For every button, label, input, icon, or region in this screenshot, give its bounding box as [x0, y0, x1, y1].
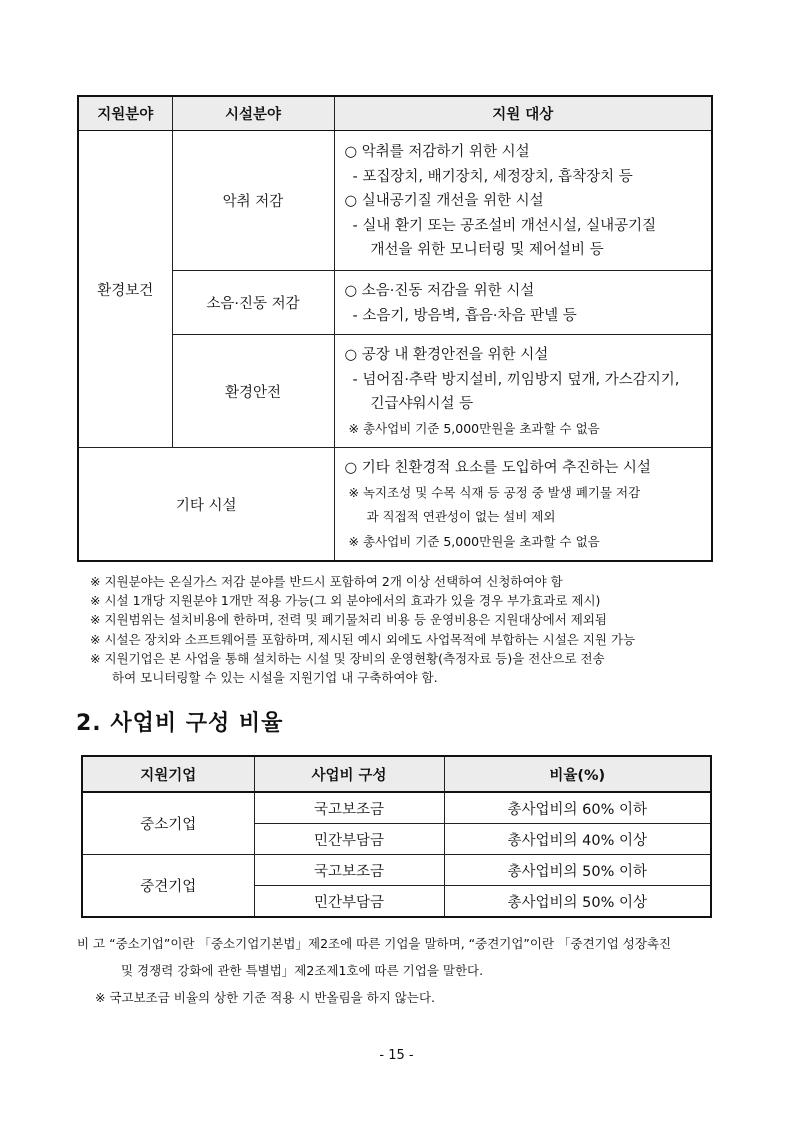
table-row: [78, 335, 712, 448]
company-cell: 중소기업: [82, 792, 254, 855]
notes-block: [90, 572, 730, 687]
target-note: ※ 총사업비 기준 5,000만원을 초과할 수 없음: [348, 420, 600, 436]
footnote-line: ※ 국고보조금 비율의 상한 기준 적용 시 반올림을 하지 않는다.: [95, 990, 436, 1005]
target-cell: [334, 131, 712, 271]
table-row: [78, 448, 712, 562]
target-line: 긴급샤워시설 등: [370, 396, 474, 412]
target-line: - 넘어짐·추락 방지설비, 끼임방지 덮개, 가스감지기,: [352, 371, 680, 388]
ratio-cell: 총사업비의 40% 이상: [444, 824, 711, 855]
target-line: ○ 기타 친환경적 요소를 도입하여 추진하는 시설: [344, 460, 651, 476]
header-support-target: 지원 대상: [334, 96, 712, 131]
note-line: ※ 시설은 장치와 소프트웨어를 포함하며, 제시된 예시 외에도 사업목적에 부합하는 시설은 지원 가능: [90, 631, 636, 647]
cost-item-cell: 민간부담금: [254, 886, 444, 918]
note-line: ※ 시설 1개당 지원분야 1개만 적용 가능(그 외 분야에서의 효과가 있을 경우 부가효과로 제시): [90, 593, 601, 609]
page-number: - 15 -: [379, 1048, 414, 1063]
target-cell: [334, 335, 712, 448]
header-support-field: 지원분야: [78, 96, 172, 131]
note-line: 하여 모니터링할 수 있는 시설을 지원기업 내 구축하여야 함.: [112, 670, 438, 686]
table-row: [82, 855, 711, 886]
table-header-row: [82, 756, 711, 792]
header-ratio: 비율(%): [444, 756, 711, 792]
target-line: 개선을 위한 모니터링 및 제어설비 등: [370, 242, 604, 259]
target-line: ○ 공장 내 환경안전을 위한 시설: [344, 347, 549, 363]
target-list: [335, 335, 712, 447]
support-field-env-health: 환경보건: [78, 131, 172, 448]
header-cost-composition: 사업비 구성: [254, 756, 444, 792]
facility-cell: 환경안전: [172, 335, 334, 448]
ratio-cell: 총사업비의 50% 이하: [444, 855, 711, 886]
table-row: [82, 792, 711, 824]
footnote-line: 및 경쟁력 강화에 관한 특별법」제2조제1호에 따른 기업을 말한다.: [121, 963, 484, 978]
facility-cell: 소음·진동 저감: [172, 271, 334, 335]
target-line: ○ 실내공기질 개선을 위한 시설: [344, 193, 544, 210]
footnotes: [77, 930, 737, 1011]
table-header-row: [78, 96, 712, 131]
target-line: - 실내 환기 또는 공조설비 개선시설, 실내공기질: [352, 217, 657, 234]
table-row: [78, 271, 712, 335]
ratio-cell: 총사업비의 60% 이하: [444, 792, 711, 824]
target-line: - 포집장치, 배기장치, 세정장치, 흡착장치 등: [352, 168, 633, 185]
header-facility-field: 시설분야: [172, 96, 334, 131]
note-line: ※ 지원기업은 본 사업을 통해 설치하는 시설 및 장비의 운영현황(측정자료 등)을 전산으로 전송: [90, 650, 605, 666]
target-list: [335, 271, 712, 334]
table-row: [78, 131, 712, 271]
section-title: 2. 사업비 구성 비율: [76, 711, 284, 736]
target-cell: [334, 448, 712, 562]
company-cell: 중견기업: [82, 855, 254, 918]
target-line: - 소음기, 방음벽, 흡음·차음 판넬 등: [352, 307, 577, 324]
header-company: 지원기업: [82, 756, 254, 792]
cost-item-cell: 국고보조금: [254, 792, 444, 824]
target-note: 과 직접적 연관성이 없는 설비 제외: [366, 509, 556, 524]
support-target-table: [77, 95, 713, 562]
cost-ratio-table: [81, 755, 712, 918]
target-list: [335, 448, 712, 560]
target-line: ○ 악취를 저감하기 위한 시설: [344, 144, 530, 161]
ratio-cell: 총사업비의 50% 이상: [444, 886, 711, 918]
target-note: ※ 총사업비 기준 5,000만원을 초과할 수 없음: [348, 533, 600, 549]
note-line: ※ 지원범위는 설치비용에 한하며, 전력 및 폐기물처리 비용 등 운영비용은 지원대상에서 제외됨: [90, 612, 608, 628]
footnote-line: 비 고 “중소기업”이란 「중소기업기본법」제2조에 따른 기업을 말하며, “중견기업”이란 「중견기업 성장촉진: [77, 936, 672, 951]
target-cell: [334, 271, 712, 335]
facility-cell: 악취 저감: [172, 131, 334, 271]
target-list: [335, 132, 712, 269]
note-line: ※ 지원분야는 온실가스 저감 분야를 반드시 포함하여 2개 이상 선택하여 신청하여야 함: [90, 574, 563, 589]
cost-item-cell: 국고보조금: [254, 855, 444, 886]
other-facility-label: 기타 시설: [78, 448, 334, 562]
target-note: ※ 녹지조성 및 수목 식재 등 공정 중 발생 폐기물 저감: [348, 484, 641, 500]
target-line: ○ 소음·진동 저감을 위한 시설: [344, 283, 535, 299]
cost-item-cell: 민간부담금: [254, 824, 444, 855]
